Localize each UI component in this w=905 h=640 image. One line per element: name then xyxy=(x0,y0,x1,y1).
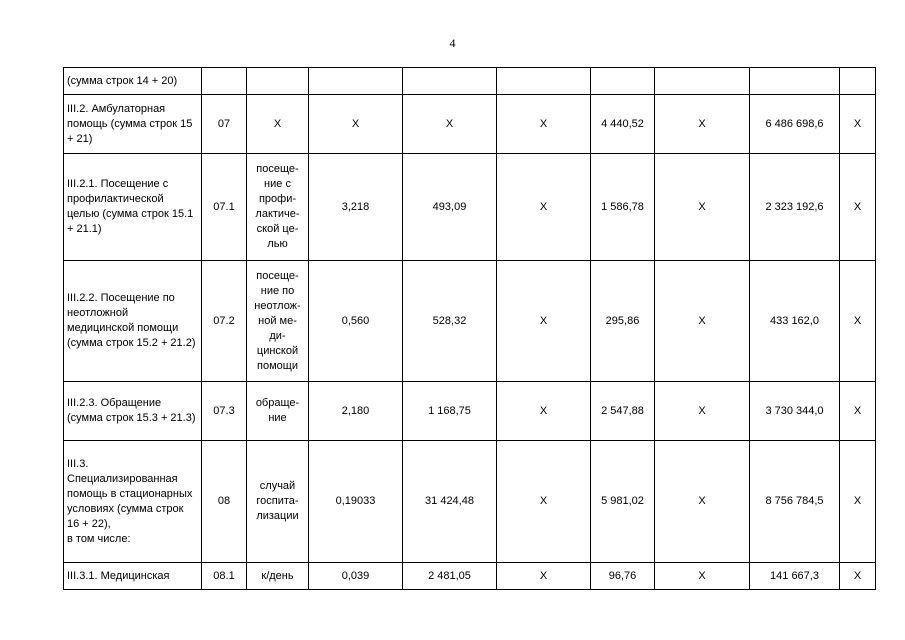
cell-per-capita: 2 547,88 xyxy=(591,382,655,441)
row-unit: к/день xyxy=(247,563,309,590)
cell-cost: 2 481,05 xyxy=(403,563,497,590)
cell-per-capita: 5 981,02 xyxy=(591,441,655,563)
cell-cost: 31 424,48 xyxy=(403,441,497,563)
cell-norm: 0,560 xyxy=(309,261,403,382)
row-unit: Х xyxy=(247,95,309,154)
cell-total: 3 730 344,0 xyxy=(750,382,840,441)
table-row xyxy=(64,68,876,95)
cell-norm: 2,180 xyxy=(309,382,403,441)
cell-col10: Х xyxy=(840,95,876,154)
cell-col10: Х xyxy=(840,441,876,563)
cell-norm: Х xyxy=(309,95,403,154)
cell-total: 2 323 192,6 xyxy=(750,154,840,261)
cell-cost: Х xyxy=(403,95,497,154)
cell-total: 433 162,0 xyxy=(750,261,840,382)
cell-cost: 528,32 xyxy=(403,261,497,382)
cell-col6: Х xyxy=(497,441,591,563)
cell-total xyxy=(750,68,840,95)
row-code xyxy=(202,68,247,95)
row-code: 07 xyxy=(202,95,247,154)
table-row xyxy=(64,563,876,590)
row-code: 07.3 xyxy=(202,382,247,441)
cell-per-capita: 96,76 xyxy=(591,563,655,590)
cell-col6: Х xyxy=(497,154,591,261)
cell-total: 6 486 698,6 xyxy=(750,95,840,154)
row-name: III.3. Специализированная помощь в стационарных условиях (сумма строк 16 + 22), в том числе: xyxy=(64,441,202,563)
row-name: III.2.2. Посещение по неотложной медицинской помощи (сумма строк 15.2 + 21.2) xyxy=(64,261,202,382)
cell-col10 xyxy=(840,68,876,95)
row-code: 08 xyxy=(202,441,247,563)
row-name: III.2.3. Обращение (сумма строк 15.3 + 21.3) xyxy=(64,382,202,441)
row-unit: посеще- ние по неотлож- ной ме- ди- цинской помощи xyxy=(247,261,309,382)
cell-total: 8 756 784,5 xyxy=(750,441,840,563)
cell-col10: Х xyxy=(840,563,876,590)
cell-col6 xyxy=(497,68,591,95)
cell-col8: Х xyxy=(655,382,750,441)
cell-per-capita: 1 586,78 xyxy=(591,154,655,261)
row-code: 07.1 xyxy=(202,154,247,261)
row-name: III.2. Амбулаторная помощь (сумма строк 15 + 21) xyxy=(64,95,202,154)
table-row xyxy=(64,154,876,261)
cell-per-capita xyxy=(591,68,655,95)
tariff-table xyxy=(63,67,876,590)
page-number: 4 xyxy=(449,36,456,50)
row-name: III.2.1. Посещение с профилактической целью (сумма строк 15.1 + 21.1) xyxy=(64,154,202,261)
cell-norm: 0,039 xyxy=(309,563,403,590)
cell-col6: Х xyxy=(497,563,591,590)
cell-col6: Х xyxy=(497,95,591,154)
table-row xyxy=(64,95,876,154)
cell-norm: 0,19033 xyxy=(309,441,403,563)
cell-per-capita: 4 440,52 xyxy=(591,95,655,154)
cell-cost: 1 168,75 xyxy=(403,382,497,441)
row-name: (сумма строк 14 + 20) xyxy=(64,68,202,95)
row-unit xyxy=(247,68,309,95)
row-code: 08.1 xyxy=(202,563,247,590)
row-code: 07.2 xyxy=(202,261,247,382)
row-unit: случай госпита- лизации xyxy=(247,441,309,563)
cell-col8: Х xyxy=(655,563,750,590)
cell-col6: Х xyxy=(497,261,591,382)
cell-cost xyxy=(403,68,497,95)
table-row xyxy=(64,441,876,563)
cell-col8: Х xyxy=(655,261,750,382)
cell-col8 xyxy=(655,68,750,95)
cell-col8: Х xyxy=(655,95,750,154)
cell-cost: 493,09 xyxy=(403,154,497,261)
row-unit: обраще- ние xyxy=(247,382,309,441)
cell-col10: Х xyxy=(840,382,876,441)
cell-col10: Х xyxy=(840,154,876,261)
cell-col6: Х xyxy=(497,382,591,441)
cell-norm xyxy=(309,68,403,95)
cell-per-capita: 295,86 xyxy=(591,261,655,382)
cell-col8: Х xyxy=(655,441,750,563)
cell-col8: Х xyxy=(655,154,750,261)
row-unit: посеще- ние с профи- лактиче- ской це- лью xyxy=(247,154,309,261)
cell-norm: 3,218 xyxy=(309,154,403,261)
table-row xyxy=(64,261,876,382)
table-row xyxy=(64,382,876,441)
cell-col10: Х xyxy=(840,261,876,382)
row-name: III.3.1. Медицинская xyxy=(64,563,202,590)
cell-total: 141 667,3 xyxy=(750,563,840,590)
